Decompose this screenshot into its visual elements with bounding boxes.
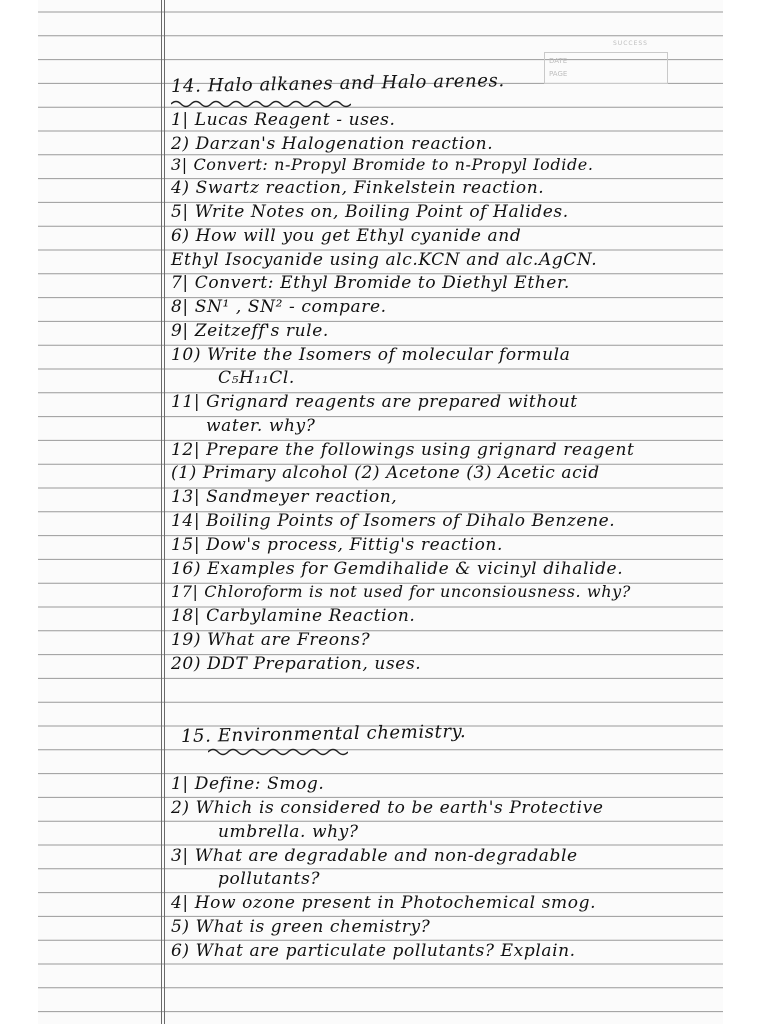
question-item: 4) Swartz reaction, Finkelstein reaction.	[171, 178, 545, 198]
question-item: 1| Define: Smog.	[171, 774, 325, 794]
question-item: 14| Boiling Points of Isomers of Dihalo Benzene.	[171, 511, 616, 531]
question-item: 1| Lucas Reagent - uses.	[171, 110, 396, 130]
question-item: 4| How ozone present in Photochemical smog.	[171, 893, 597, 913]
date-label: DATE	[549, 57, 568, 65]
question-item: 8| SN¹ , SN² - compare.	[171, 297, 387, 317]
question-item: 6) What are particulate pollutants? Explain.	[171, 941, 576, 961]
question-item: 2) Darzan's Halogenation reaction.	[171, 134, 494, 154]
section-15-heading: 15. Environmental chemistry.	[180, 721, 467, 747]
question-item: 17| Chloroform is not used for unconsiousness. why?	[171, 582, 631, 601]
question-item: 19) What are Freons?	[171, 630, 371, 650]
question-item: 7| Convert: Ethyl Bromide to Diethyl Ether.	[171, 273, 570, 293]
question-item: 20) DDT Preparation, uses.	[171, 654, 422, 674]
margin-line	[161, 0, 162, 1024]
question-item: Ethyl Isocyanide using alc.KCN and alc.AgCN.	[171, 250, 598, 270]
question-item: 6) How will you get Ethyl cyanide and	[171, 226, 522, 246]
section-14-heading: 14. Halo alkanes and Halo arenes.	[170, 70, 505, 97]
question-item: 16) Examples for Gemdihalide & vicinyl dihalide.	[171, 559, 624, 579]
question-item: 3| What are degradable and non-degradable	[171, 846, 578, 866]
question-item: 13| Sandmeyer reaction,	[171, 487, 398, 507]
question-item: 11| Grignard reagents are prepared without	[171, 392, 578, 412]
question-item: 5) What is green chemistry?	[171, 917, 431, 937]
question-item: C₅H₁₁Cl.	[218, 368, 295, 388]
question-item: pollutants?	[218, 869, 321, 889]
question-item: 12| Prepare the followings using grignard reagent	[171, 440, 635, 460]
question-item: 5| Write Notes on, Boiling Point of Halides.	[171, 202, 569, 222]
question-item: 3| Convert: n-Propyl Bromide to n-Propyl Iodide.	[171, 155, 594, 174]
question-item: umbrella. why?	[218, 822, 359, 842]
heading-underline	[208, 746, 348, 756]
margin-line	[164, 0, 165, 1024]
question-item: 2) Which is considered to be earth's Protective	[171, 798, 604, 818]
page-label: PAGE	[549, 70, 568, 78]
notebook-page	[38, 0, 723, 1024]
question-item: water. why?	[206, 416, 316, 436]
heading-underline	[171, 98, 351, 108]
question-item: (1) Primary alcohol (2) Acetone (3) Acetic acid	[171, 463, 600, 483]
question-item: 9| Zeitzeff's rule.	[171, 321, 329, 341]
question-item: 10) Write the Isomers of molecular formula	[171, 345, 571, 365]
question-item: 18| Carbylamine Reaction.	[171, 606, 416, 626]
brand-mark: SUCCESS	[613, 40, 648, 47]
question-item: 15| Dow's process, Fittig's reaction.	[171, 535, 503, 555]
date-page-box	[544, 52, 668, 84]
